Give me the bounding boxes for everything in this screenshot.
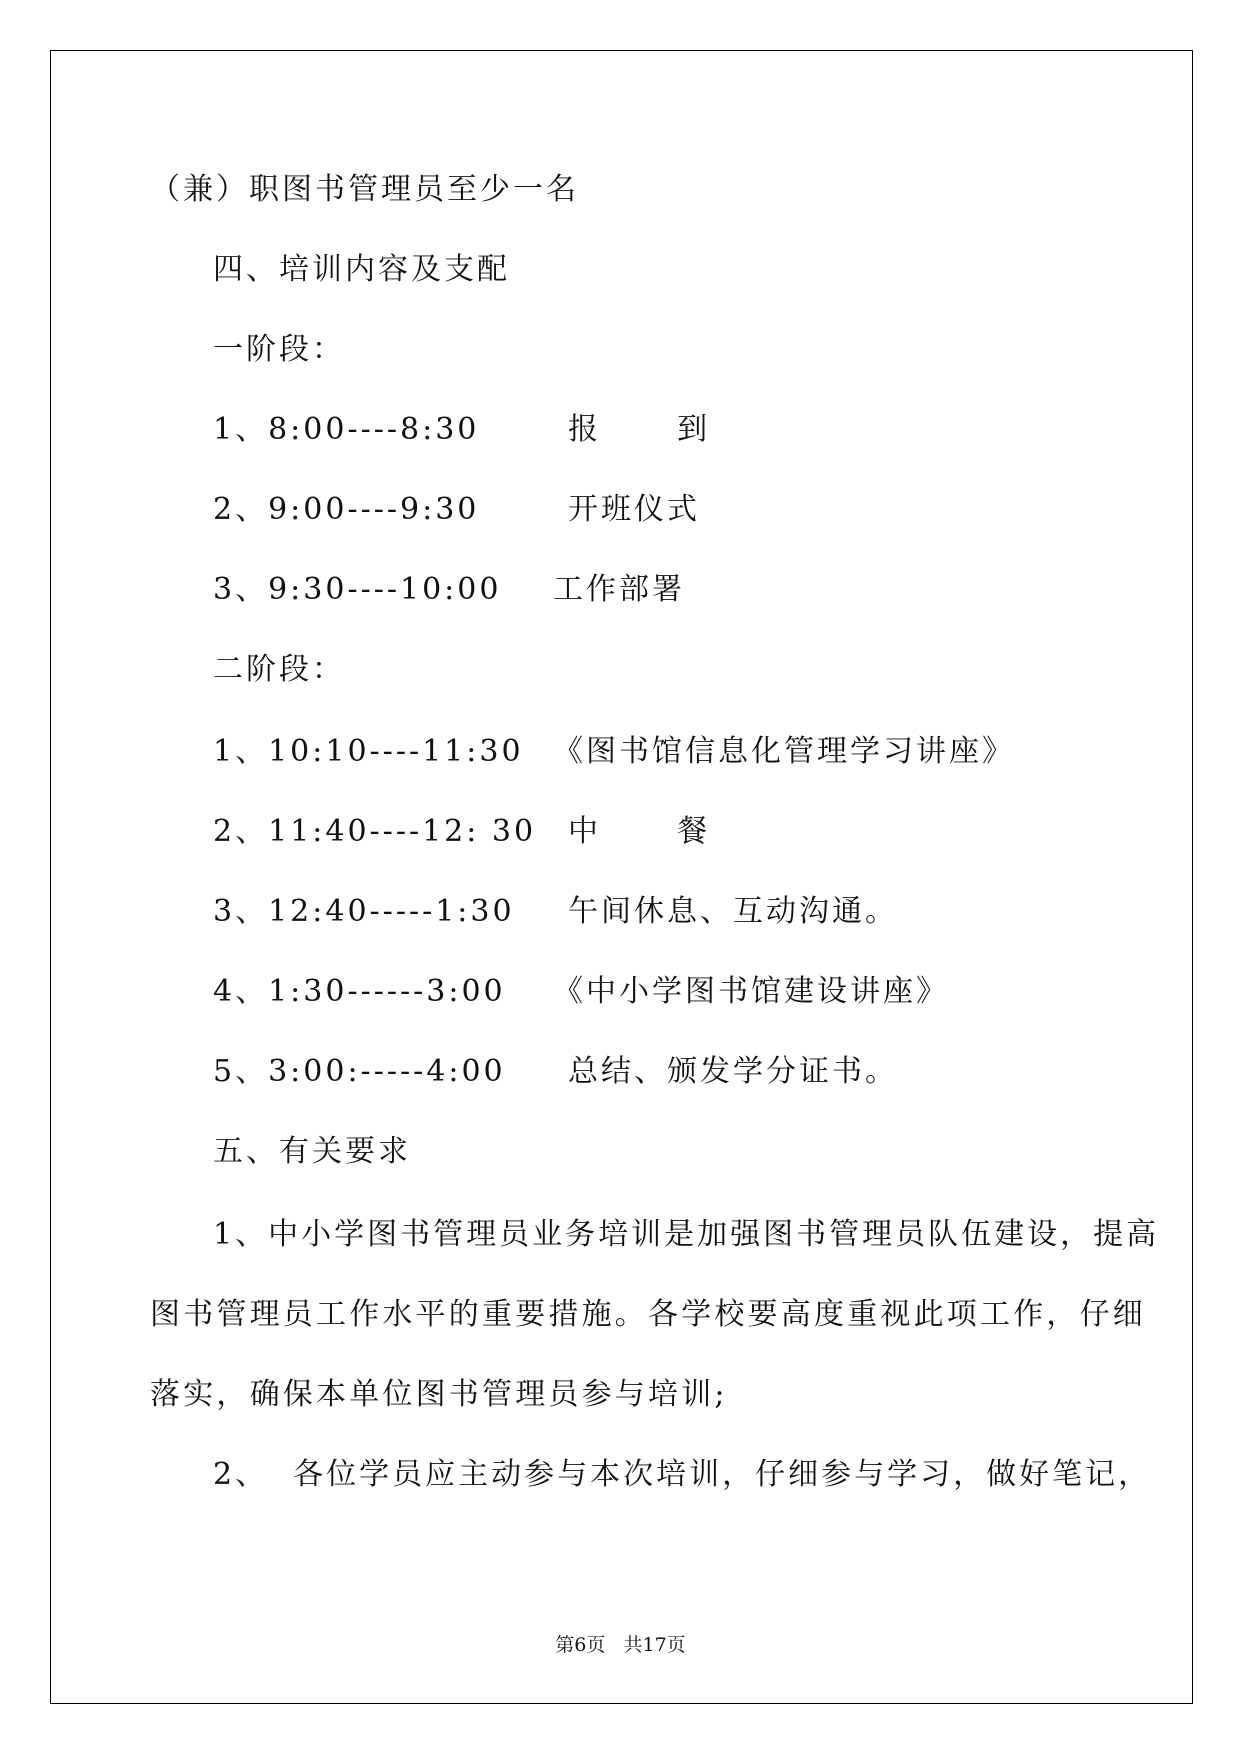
stage-heading: 一阶段： bbox=[213, 332, 345, 367]
schedule-item: 午间休息、互动沟通。 bbox=[568, 894, 898, 929]
schedule-item: 总结、颁发学分证书。 bbox=[568, 1054, 898, 1089]
section-heading: 四、培训内容及支配 bbox=[213, 252, 510, 287]
schedule-time: 3、9:30----10:00 bbox=[213, 572, 502, 607]
text-line: （兼）职图书管理员至少一名 bbox=[150, 172, 579, 207]
schedule-item: 《图书馆信息化管理学习讲座》 bbox=[553, 734, 1015, 769]
schedule-time: 4、1:30------3:00 bbox=[213, 974, 506, 1009]
paragraph-line: 落实，确保本单位图书管理员参与培训; bbox=[150, 1377, 728, 1412]
schedule-time: 1、8:00----8:30 bbox=[213, 412, 480, 447]
paragraph-line: 2、 各位学员应主动参与本次培训，仔细参与学习，做好笔记， bbox=[213, 1457, 1152, 1492]
schedule-time: 2、9:00----9:30 bbox=[213, 492, 480, 527]
section-heading: 五、有关要求 bbox=[213, 1134, 411, 1169]
schedule-item: 开班仪式 bbox=[568, 492, 700, 527]
schedule-time: 2、11:40----12: 30 bbox=[213, 814, 537, 849]
schedule-time: 3、12:40-----1:30 bbox=[213, 894, 515, 929]
schedule-time: 1、10:10----11:30 bbox=[213, 734, 524, 769]
paragraph-line: 图书管理员工作水平的重要措施。各学校要高度重视此项工作，仔细 bbox=[150, 1297, 1146, 1332]
schedule-time: 5、3:00:-----4:00 bbox=[213, 1054, 506, 1089]
schedule-item: 中 餐 bbox=[568, 814, 728, 849]
paragraph-line: 1、中小学图书管理员业务培训是加强图书管理员队伍建设，提高 bbox=[213, 1217, 1160, 1252]
schedule-item: 报 到 bbox=[568, 412, 728, 447]
schedule-item: 《中小学图书馆建设讲座》 bbox=[553, 974, 949, 1009]
stage-heading: 二阶段： bbox=[213, 652, 345, 687]
schedule-item: 工作部署 bbox=[553, 572, 685, 607]
page-footer: 第6页 共17页 bbox=[555, 1634, 686, 1656]
